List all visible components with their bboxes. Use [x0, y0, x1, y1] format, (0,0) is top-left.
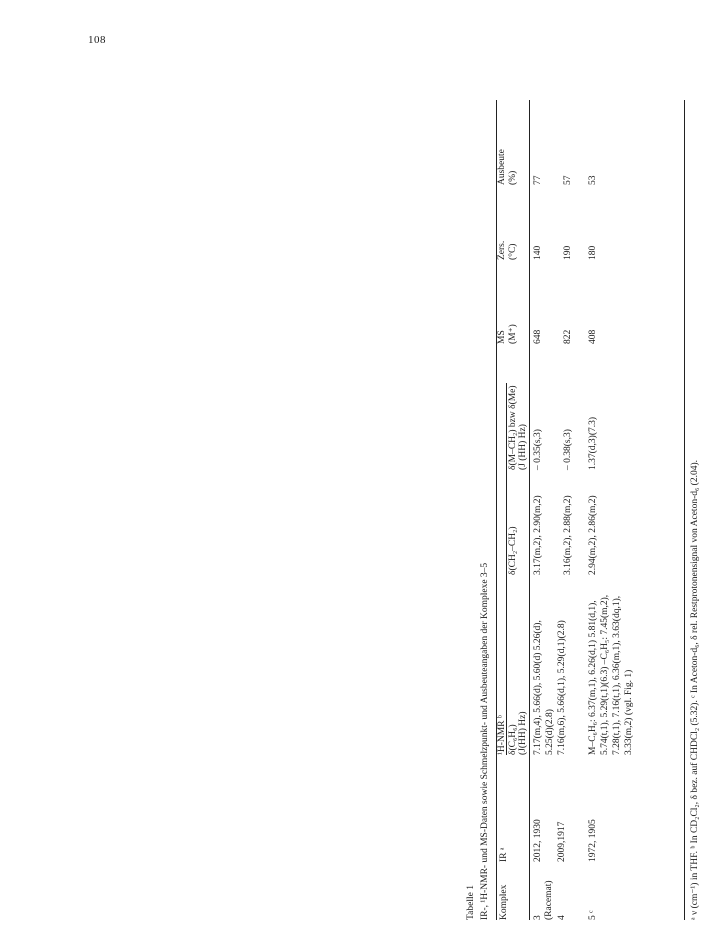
- header-ir: IR ᵃ: [499, 847, 509, 862]
- header-mch2-1: δ(M–CH₂) bzw δ(Me): [508, 385, 518, 470]
- rotated-table-block: [460, 60, 710, 920]
- header-c6h6-2: (J(HH) Hz): [518, 711, 528, 755]
- header-komplex: Komplex: [499, 884, 509, 920]
- header-ms-1: MS: [497, 330, 507, 344]
- header-c6h6-1: δ(C₆H₆): [508, 724, 518, 755]
- table-bottom-rule: [684, 100, 685, 920]
- row3-c6h6: M–C₆H₆: 6.37(m,1), 6.26(d,1) 5.81(d,1), 5.74(t,1), 5.29(t,1)(6.3) –C₆H₅: 7.45(m,2), 7.28(t,1), 7.16(t,1), 6.36(m,1), 3.63(dq,1), 3.33(m,2) (vgl. Fig. 1): [588, 594, 634, 755]
- row1-ausbeute: 77: [533, 175, 543, 185]
- row3-ir: 1972, 1905: [588, 819, 598, 862]
- row2-zers: 190: [563, 245, 573, 260]
- row3-ch2ch2: 2.94(m,2), 2.86(m,2): [588, 495, 598, 575]
- row3-ausbeute: 53: [588, 175, 598, 185]
- row2-c6h6: 7.16(m,6), 5.66(d,1), 5.29(d,1)(2.8): [557, 620, 567, 755]
- header-mch2-2: (J (HH) Hz): [518, 424, 528, 470]
- header-ausbeute-1: Ausbeute: [497, 149, 507, 185]
- header-zers-2: (°C): [508, 243, 518, 260]
- header-ch2ch2: δ(CH₂–CH₂): [508, 526, 518, 575]
- row1-komplex: 3: [533, 915, 543, 920]
- row2-ch2ch2: 3.16(m,2), 2.88(m,2): [563, 495, 573, 575]
- row3-ms: 408: [588, 329, 598, 344]
- row1-ch2ch2: 3.17(m,2), 2.90(m,2): [533, 495, 543, 575]
- table-top-rule: [496, 100, 497, 920]
- table-caption-title: IR-, ¹H-NMR- und MS-Daten sowie Schmelzpunkt- und Ausbeuteangaben der Komplexe 3–5: [480, 562, 490, 920]
- header-zers-1: Zers.: [497, 240, 507, 260]
- row2-mch2: – 0.38(s,3): [563, 429, 573, 470]
- row1-ir: 2012, 1930: [533, 819, 543, 862]
- row3-komplex: 5 ᶜ: [588, 910, 598, 920]
- row1-zers: 140: [533, 245, 543, 260]
- row2-ms: 822: [563, 329, 573, 344]
- row1-mch2: – 0.35(s,3): [533, 429, 543, 470]
- row2-komplex: 4: [557, 915, 567, 920]
- row2-ir: 2009,1917: [557, 821, 567, 862]
- header-hnmr: ¹H-NMR ᵇ: [497, 715, 507, 755]
- header-ms-2: (M⁺): [508, 324, 518, 344]
- table-caption-label: Tabelle 1: [466, 885, 476, 920]
- row1-c6h6: 7.17(m,4), 5.66(d), 5.60(d) 5.26(d), 5.25(d)(2.8): [533, 620, 555, 755]
- row1-ms: 648: [533, 329, 543, 344]
- row3-zers: 180: [588, 245, 598, 260]
- row1-komplex-note: (Racemat): [544, 880, 554, 920]
- row3-mch2: 1.37(d,3)(7.3): [588, 416, 598, 470]
- table-header-rule: [529, 100, 530, 920]
- nmr-header-rule: [506, 383, 507, 755]
- page-number: 108: [88, 34, 106, 46]
- table-footnote: ᵃ ν (cm⁻¹) in THF. ᵇ In CD₂Cl₂, δ bez. auf CHDCl₂ (5.32). ᶜ In Aceton-d₆, δ rel. Restprotonensignal von Aceton-d₆ (2.04).: [690, 460, 700, 920]
- row2-ausbeute: 57: [563, 175, 573, 185]
- header-ausbeute-2: (%): [508, 170, 518, 185]
